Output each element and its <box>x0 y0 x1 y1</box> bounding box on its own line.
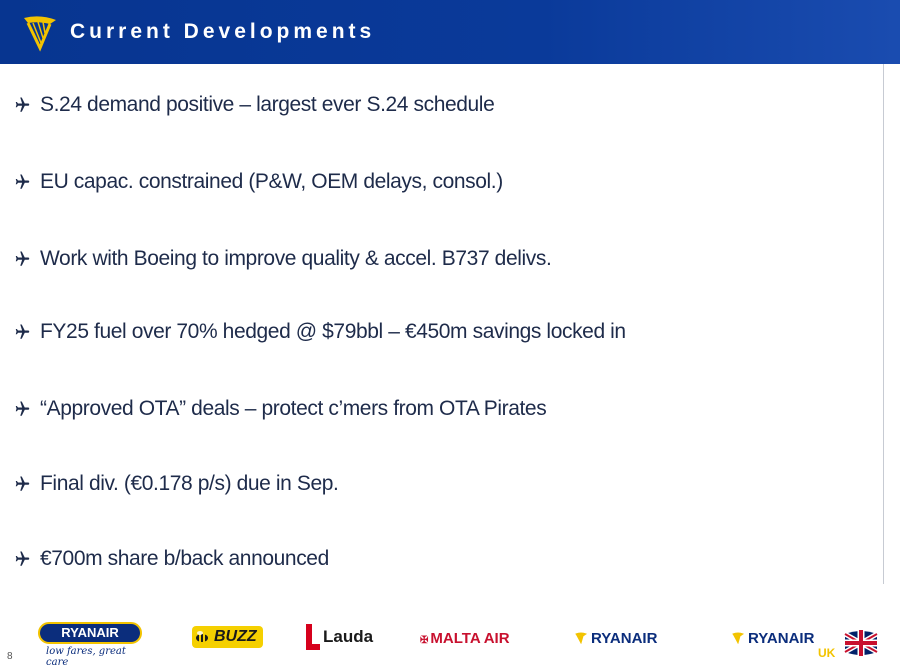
ryanair-logo <box>38 622 144 668</box>
ryanair-tagline: low fares, great care <box>46 646 126 668</box>
lauda-logo <box>303 622 373 652</box>
lauda-l-icon <box>303 622 321 652</box>
airplane-icon <box>12 475 30 493</box>
list-item <box>12 544 329 574</box>
ryanair-uk-logo <box>732 630 836 660</box>
bullet-text: FY25 fuel over 70% hedged @ $79bbl – €450m savings locked in <box>40 320 626 343</box>
bullet-text: Final div. (€0.178 p/s) due in Sep. <box>40 472 339 495</box>
buzz-logo <box>192 626 263 648</box>
airplane-icon <box>12 250 30 268</box>
bee-icon <box>194 629 210 645</box>
malta-air-logo <box>420 630 510 647</box>
list-item <box>12 317 626 347</box>
bullet-text: S.24 demand positive – largest ever S.24 schedule <box>40 93 495 116</box>
airplane-icon <box>12 96 30 114</box>
bullet-text: Work with Boeing to improve quality & accel. B737 delivs. <box>40 247 552 270</box>
list-item <box>12 167 503 197</box>
bullet-text: EU capac. constrained (P&W, OEM delays, consol.) <box>40 170 503 193</box>
airplane-icon <box>12 400 30 418</box>
uk-label: UK <box>818 646 836 660</box>
list-item <box>12 469 338 499</box>
list-item <box>12 244 551 274</box>
lauda-wordmark: Lauda <box>323 627 374 646</box>
maltese-cross-icon: ✠ <box>420 635 429 646</box>
footer-logos <box>0 610 900 670</box>
bullet-text: “Approved OTA” deals – protect c’mers from OTA Pirates <box>40 397 547 420</box>
airplane-icon <box>12 323 30 341</box>
buzz-wordmark: BUZZ <box>214 628 257 645</box>
union-jack-flag-icon <box>843 628 879 656</box>
malta-air-wordmark: MALTA AIR <box>430 630 510 647</box>
list-item <box>12 394 546 424</box>
page-title: Current Developments <box>70 20 376 43</box>
airplane-icon <box>12 173 30 191</box>
page-number: 8 <box>7 651 13 662</box>
list-item <box>12 90 494 120</box>
harp-icon <box>732 632 744 644</box>
ryanair-wordmark: RYANAIR <box>591 630 658 647</box>
ryanair-wordmark: RYANAIR <box>38 622 142 644</box>
harp-icon <box>575 632 587 644</box>
bullet-text: €700m share b/back announced <box>40 547 329 570</box>
ryanair-wordmark: RYANAIR <box>748 630 815 647</box>
ryanair-logo-2 <box>575 630 657 647</box>
airplane-icon <box>12 550 30 568</box>
